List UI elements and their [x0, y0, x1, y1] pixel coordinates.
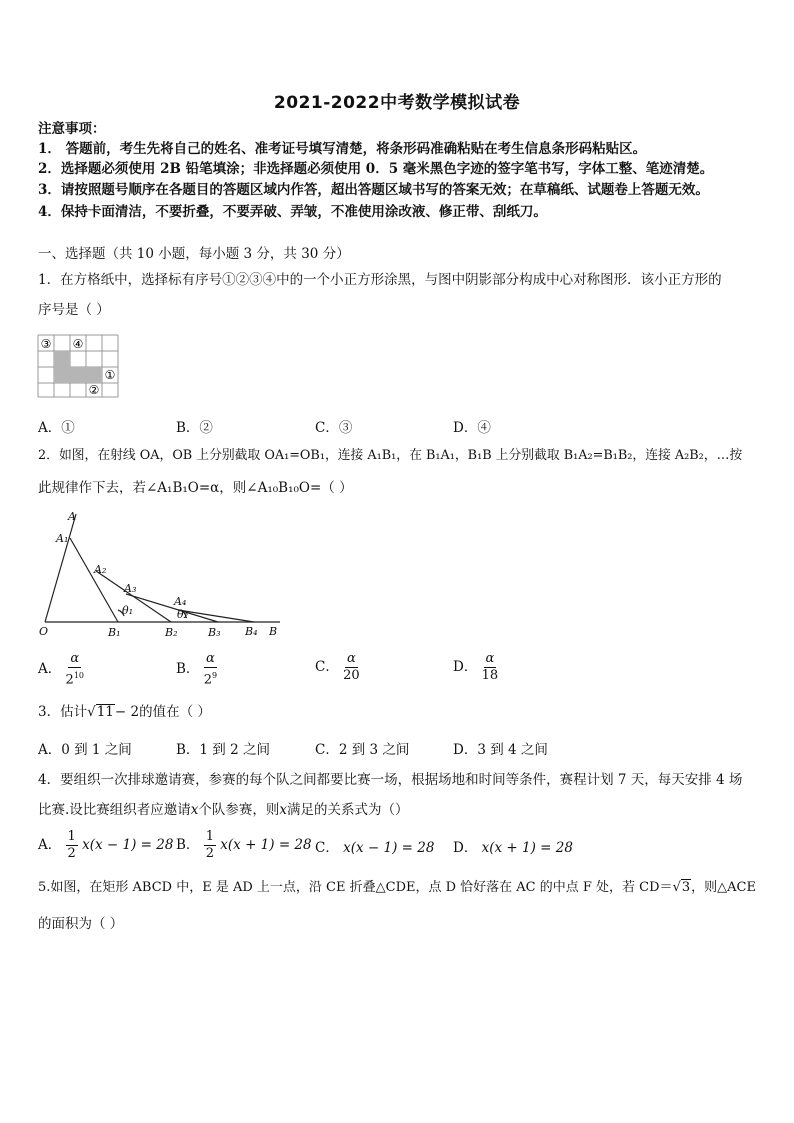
notice-heading: 注意事项：	[38, 121, 106, 137]
grid-label-1: ①	[104, 368, 116, 382]
q5-stem-line2: 的面积为（ ）	[38, 916, 124, 932]
q2-option-a[interactable]	[38, 652, 84, 687]
q4-stem-line1: 4．要组织一次排球邀请赛，参赛的每个队之间都要比赛一场，根据场地和时间等条件，赛程计划 7 天，每天安排 4 场	[38, 772, 743, 788]
sqrt-radicand: 11	[96, 704, 114, 720]
q3-stem: 3．估计√11− 2的值在（ ）	[38, 704, 211, 720]
label-B: B	[269, 625, 278, 638]
q3-option-c[interactable]: C．2 到 3 之间	[315, 742, 410, 758]
q2-option-b[interactable]	[176, 652, 217, 687]
q5-stem-line1: 5.如图，在矩形 ABCD 中，E 是 AD 上一点，沿 CE 折叠△CDE，点 D 恰好落在 AC 的中点 F 处，若 CD＝√3，则△ACE	[38, 880, 756, 895]
option-letter: B．	[176, 661, 200, 678]
label-B4: B₄	[245, 625, 258, 638]
page-title: 2021-2022中考数学模拟试卷	[273, 93, 521, 113]
q1-stem-line1: 1．在方格纸中，选择标有序号①②③④中的一个小正方形涂黑，与图中阴影部分构成中心对称图形．该小正方形的	[38, 272, 722, 288]
notice-item-4: 4．保持卡面清洁，不要折叠，不要弄破、弄皱，不准使用涂改液、修正带、刮纸刀。	[38, 204, 547, 220]
label-B2: B₂	[165, 626, 178, 639]
q1-option-c[interactable]: C．③	[315, 420, 353, 436]
shaded-cell	[54, 351, 70, 383]
q4-stem-line2: 比赛.设比赛组织者应邀请x个队参赛，则x满足的关系式为（）	[38, 802, 409, 818]
grid-label-3: ③	[40, 337, 52, 351]
fraction: $\frac{\alpha}{20}$	[343, 651, 360, 683]
notice-item-3: 3．请按照题号顺序在各题目的答题区域内作答，超出答题区域书写的答案无效；在草稿纸、试题卷上答题无效。	[38, 182, 709, 198]
q3-option-a[interactable]: A．0 到 1 之间	[38, 742, 132, 758]
q2-stem-line2: 此规律作下去，若∠A₁B₁O=α，则∠A₁₀B₁₀O=（ ）	[38, 480, 353, 496]
q2-option-d[interactable]	[453, 652, 498, 683]
q4-option-b[interactable]: B． $\frac{1}{2}$ x(x + 1) = 28	[176, 829, 312, 861]
q1-option-b[interactable]: B．②	[176, 420, 213, 436]
q4-option-c[interactable]: C． x(x − 1) = 28	[315, 840, 435, 856]
label-O: O	[39, 625, 49, 638]
q1-option-a[interactable]: A．①	[38, 420, 75, 436]
q1-grid-figure	[36, 333, 120, 399]
label-theta1: θ₁	[122, 604, 134, 617]
option-letter: A．	[38, 661, 62, 678]
fraction: $\frac{\alpha}{2^{10}}$	[65, 651, 85, 688]
q2-triangle-figure	[36, 506, 286, 642]
label-A: A	[68, 510, 76, 523]
q3-option-b[interactable]: B．1 到 2 之间	[176, 742, 270, 758]
fraction: $\frac{\alpha}{2^9}$	[203, 651, 218, 688]
option-letter: D．	[453, 659, 478, 675]
grid-label-4: ④	[72, 337, 84, 351]
fraction-half: $\frac{1}{2}$	[67, 829, 76, 861]
fraction-half: $\frac{1}{2}$	[205, 829, 214, 861]
q4-option-a[interactable]: A． $\frac{1}{2}$ x(x − 1) = 28	[38, 829, 174, 861]
q1-option-d[interactable]: D．④	[453, 420, 491, 436]
grid-label-2: ②	[88, 383, 100, 397]
q2-option-c[interactable]	[315, 652, 360, 683]
label-A2: A₂	[94, 563, 107, 576]
sqrt-radicand: 3	[681, 880, 691, 895]
shaded-cell	[70, 367, 102, 383]
notice-item-2: 2．选择题必须使用 2B 铅笔填涂；非选择题必须使用 0．5 毫米黑色字迹的签字笔书写，字体工整、笔迹清楚。	[38, 161, 714, 177]
q4-option-d[interactable]: D． x(x + 1) = 28	[453, 840, 573, 856]
option-letter: C．	[315, 659, 339, 675]
section-heading: 一、选择题（共 10 小题，每小题 3 分，共 30 分）	[38, 246, 350, 262]
label-A1: A₁	[56, 532, 69, 545]
label-B1: B₁	[108, 626, 121, 639]
q1-stem-line2: 序号是（ ）	[38, 302, 110, 318]
fraction: $\frac{\alpha}{18}$	[481, 651, 499, 683]
label-A3: A₃	[124, 582, 137, 595]
label-theta2: θ₂	[177, 608, 189, 621]
label-A4: A₄	[174, 595, 187, 608]
q3-option-d[interactable]: D．3 到 4 之间	[453, 742, 548, 758]
notice-item-1: 1． 答题前，考生先将自己的姓名、准考证号填写清楚，将条形码准确粘贴在考生信息条形码粘贴区。	[38, 141, 647, 157]
label-B3: B₃	[208, 626, 221, 639]
q2-stem-line1: 2．如图，在射线 OA，OB 上分别截取 OA₁=OB₁，连接 A₁B₁，在 B₁A₁，B₁B 上分别截取 B₁A₂=B₁B₂，连接 A₂B₂，…按	[38, 448, 743, 463]
